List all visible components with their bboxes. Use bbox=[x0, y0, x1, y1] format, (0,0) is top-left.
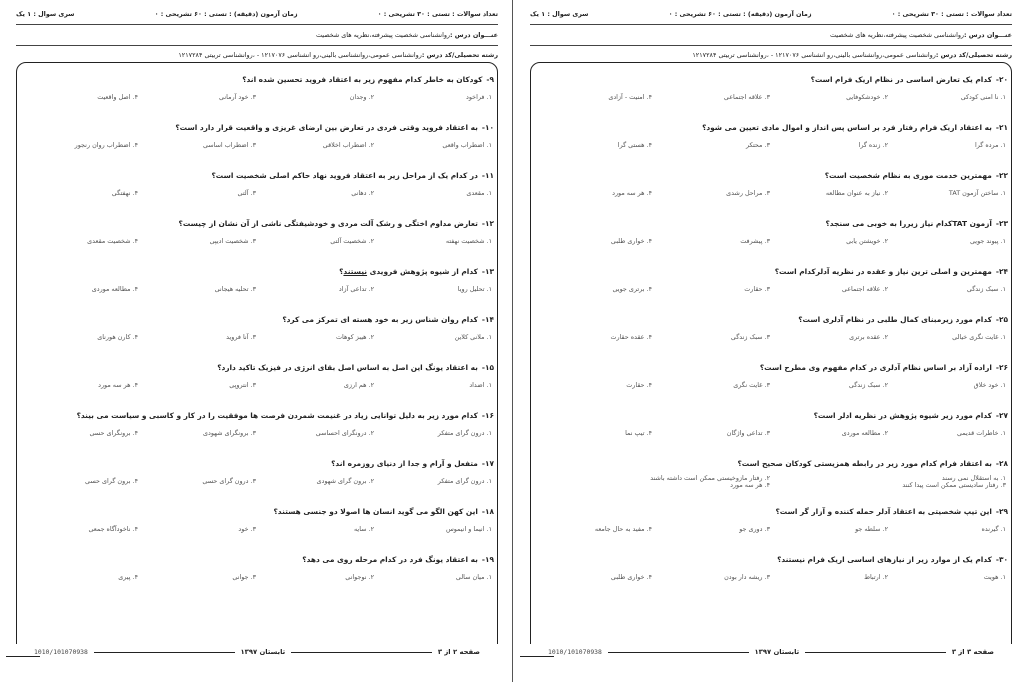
answer-option: ۱. به استقلال نمی رسند bbox=[941, 473, 1006, 482]
question-number: ۱۳- bbox=[481, 267, 494, 276]
answer-option: ۱. غایت نگری خیالی bbox=[952, 333, 1006, 341]
question-text: اراده آزاد بر اساس نظام آدلری در کدام مفهوم وی مطرح است؟ bbox=[759, 363, 992, 372]
answer-options bbox=[22, 474, 494, 488]
answer-option: ۲. وجدان bbox=[349, 93, 374, 101]
question-number: ۲۴- bbox=[995, 267, 1008, 276]
field-label: رشته تحصیلی/کد درس : bbox=[421, 50, 498, 59]
question-item bbox=[22, 550, 494, 598]
question-stem bbox=[22, 214, 494, 234]
answer-option: ۱. درون گرای متفکر bbox=[437, 429, 492, 437]
answer-option: ۲. سایه bbox=[353, 525, 374, 533]
answer-option: ۳. محتکر bbox=[745, 141, 770, 149]
question-item bbox=[536, 406, 1008, 454]
answer-option: ۱. تحلیل رویا bbox=[457, 285, 492, 293]
answer-option: ۳. جوانی bbox=[232, 573, 256, 581]
answer-option: ۴. برون گرای حسی bbox=[85, 477, 138, 485]
question-text: کدام از شیوه پژوهش فرویدی bbox=[367, 267, 478, 276]
question-stem bbox=[536, 454, 1008, 474]
question-item bbox=[536, 118, 1008, 166]
question-number: ۲۶- bbox=[995, 363, 1008, 372]
question-number: ۲۹- bbox=[995, 507, 1008, 516]
exam-header bbox=[16, 4, 498, 62]
answer-option: ۱. اضطراب واقعی bbox=[442, 141, 492, 149]
answer-option: ۱. فراخود bbox=[466, 93, 492, 101]
question-text: به اعتقاد یونگ فرد در کدام مرحله روی می دهد؟ bbox=[302, 555, 478, 564]
answer-option: ۴. اصل واقعیت bbox=[97, 93, 138, 101]
exam-code: 1010/101070938 bbox=[34, 648, 88, 656]
answer-option: ۳. آلتی bbox=[237, 189, 256, 197]
question-text: کدام مورد زیر به دلیل توانایی زیاد در غنیمت شمردن فرصت ها موفقیت را در کار و کاسبی و سیاست می بیند؟ bbox=[76, 411, 478, 420]
question-stem bbox=[22, 358, 494, 378]
answer-option: ۳. تداعی واژگان bbox=[726, 429, 770, 437]
answer-option: ۲. نوجوانی bbox=[345, 573, 374, 581]
question-text: به اعتقاد یونگ این اصل به اساس اصل بقای انرژی در فیزیک تاکید دارد؟ bbox=[217, 363, 478, 372]
question-item bbox=[536, 166, 1008, 214]
question-text: کودکان به خاطر کدام مفهوم زیر به اعتقاد فروید تحسین شده اند؟ bbox=[242, 75, 483, 84]
question-number: ۲۵- bbox=[995, 315, 1008, 324]
answer-option: ۳. اضطراب اساسی bbox=[202, 141, 256, 149]
question-number: ۲۷- bbox=[995, 411, 1008, 420]
question-item bbox=[22, 118, 494, 166]
question-text: متفعل و آرام و جدا از دنیای روزمره اند؟ bbox=[331, 459, 478, 468]
question-text: آزمون TATکدام نیاز زیررا به خوبی می سنجد؟ bbox=[825, 219, 992, 228]
answer-options bbox=[22, 378, 494, 392]
question-stem bbox=[536, 550, 1008, 570]
answer-option: ۴. خواری طلبی bbox=[610, 573, 652, 581]
question-stem bbox=[22, 502, 494, 522]
question-text: تعارض مداوم اختگی و رشک آلت مردی و خودشیفتگی ناشی از آن نشان از چیست؟ bbox=[178, 219, 478, 228]
answer-option: ۴. امنیت - آزادی bbox=[608, 93, 652, 101]
answer-option: ۳. خود bbox=[238, 525, 256, 533]
question-item bbox=[22, 166, 494, 214]
question-item bbox=[22, 454, 494, 502]
answer-option: ۴. کارن هورنای bbox=[97, 333, 138, 341]
answer-option: ۳. تحلیه هیجانی bbox=[214, 285, 256, 293]
course-label: عنـــوان درس : bbox=[964, 31, 1012, 39]
question-number: ۲۰- bbox=[995, 75, 1008, 84]
question-number: ۱۱- bbox=[481, 171, 494, 180]
question-text: این کهن الگو می گوید انسان ها اصولا دو جنسی هستند؟ bbox=[273, 507, 478, 516]
question-stem bbox=[536, 262, 1008, 282]
exam-page-3 bbox=[524, 0, 1018, 682]
field-label: رشته تحصیلی/کد درس : bbox=[935, 50, 1012, 59]
answer-options bbox=[536, 90, 1008, 104]
question-text: کدام مورد زیرمبنای کمال طلبی در نظام آدلری است؟ bbox=[798, 315, 992, 324]
answer-option: ۱. هویت bbox=[983, 573, 1006, 581]
question-item bbox=[22, 406, 494, 454]
answer-option: ۱. مرده گرا bbox=[974, 141, 1006, 149]
field-code: روانشناسی عمومی،روانشناسی بالینی،رو انشناسی ۱۲۱۷۰۷۶ - ،روانشناسی تربیتی ۱۲۱۷۲۸۴ bbox=[178, 50, 422, 59]
question-number: ۲۲- bbox=[995, 171, 1008, 180]
answer-option: ۳. رفتار سادیستی ممکن است پیدا کنند bbox=[902, 480, 1006, 489]
answer-options bbox=[22, 282, 494, 296]
answer-option: ۳. انتروپی bbox=[229, 381, 256, 389]
exam-season: تابستان ۱۳۹۷ bbox=[754, 648, 800, 656]
answer-option: ۱. درون گرای متفکر bbox=[437, 477, 492, 485]
course-title: روانشناسی شخصیت پیشرفته،نظریه های شخصیت bbox=[315, 31, 451, 39]
question-item bbox=[536, 454, 1008, 502]
answer-option: ۲. خودشکوفایی bbox=[846, 93, 888, 101]
question-item bbox=[536, 70, 1008, 118]
question-number: ۲۳- bbox=[995, 219, 1008, 228]
question-number: ۱۲- bbox=[481, 219, 494, 228]
answer-option: ۴. اضطراب روان رنجور bbox=[74, 141, 138, 149]
page-footer bbox=[530, 644, 1012, 660]
question-stem bbox=[536, 166, 1008, 186]
answer-option: ۲. علاقه اجتماعی bbox=[841, 285, 888, 293]
answer-option: ۴. مفید به حال جامعه bbox=[594, 525, 652, 533]
answer-option: ۲. رفتار مازوخیستی ممکن است داشته باشند bbox=[650, 473, 770, 482]
question-stem bbox=[22, 70, 494, 90]
answer-option: ۱. سبک زندگی bbox=[966, 285, 1006, 293]
answer-option: ۴. شخصیت مقعدی bbox=[87, 237, 138, 245]
answer-option: ۱. میان سالی bbox=[455, 573, 492, 581]
answer-option: ۳. سبک زندگی bbox=[730, 333, 770, 341]
answer-option: ۱. شخصیت نهفته bbox=[445, 237, 492, 245]
question-text: کدام یک تعارض اساسی در نظام اریک فرام است؟ bbox=[810, 75, 992, 84]
answer-option: ۳. شخصیت ادیپی bbox=[209, 237, 256, 245]
answer-option: ۱. اضداد bbox=[469, 381, 492, 389]
answer-option: ۴. هر سه مورد bbox=[730, 480, 770, 489]
question-number: ۱۹- bbox=[481, 555, 494, 564]
answer-options bbox=[22, 234, 494, 248]
question-stem bbox=[22, 550, 494, 570]
question-series: سری سوال : ۱ یک bbox=[16, 10, 75, 18]
answer-options bbox=[22, 522, 494, 536]
question-item bbox=[536, 310, 1008, 358]
answer-option: ۲. مطالعه موردی bbox=[841, 429, 888, 437]
question-number: ۹- bbox=[486, 75, 494, 84]
answer-options bbox=[536, 570, 1008, 584]
question-stem bbox=[536, 310, 1008, 330]
answer-option: ۲. شخصیت آلتی bbox=[330, 237, 374, 245]
question-stem bbox=[536, 502, 1008, 522]
question-item bbox=[22, 358, 494, 406]
question-stem bbox=[536, 358, 1008, 378]
answer-option: ۱. مقعدی bbox=[466, 189, 492, 197]
page-footer bbox=[16, 644, 498, 660]
answer-option: ۳. برونگرای شهودی bbox=[203, 429, 256, 437]
answer-option: ۱. ملانی کلاین bbox=[454, 333, 492, 341]
question-list bbox=[536, 70, 1008, 598]
question-series: سری سوال : ۱ یک bbox=[530, 10, 589, 18]
answer-option: ۳. دوری جو bbox=[739, 525, 770, 533]
question-stem bbox=[22, 406, 494, 426]
answer-option: ۳. غایت نگری bbox=[733, 381, 770, 389]
question-text: کدام مورد زیر شیوه پژوهش در نظریه ادلر است؟ bbox=[813, 411, 992, 420]
exam-time: زمان آزمون (دقیقه) : تستی : ۶۰ تشریحی : ۰ bbox=[668, 10, 812, 18]
question-count: تعداد سوالات : تستی : ۳۰ تشریحی : ۰ bbox=[377, 10, 498, 18]
answer-option: ۲. زنده گرا bbox=[858, 141, 888, 149]
answer-option: ۳. مراحل رشدی bbox=[726, 189, 770, 197]
answer-option: ۲. سبک زندگی bbox=[848, 381, 888, 389]
exam-time: زمان آزمون (دقیقه) : تستی : ۶۰ تشریحی : ۰ bbox=[154, 10, 298, 18]
answer-options bbox=[536, 186, 1008, 200]
question-item bbox=[536, 262, 1008, 310]
answer-options bbox=[536, 282, 1008, 296]
question-text: کدام یک از موارد زیر از نیازهای اساسی اریک فرام نیستند؟ bbox=[777, 555, 992, 564]
question-text: به اعتقاد فروید وقتی فردی در تعارض بین ارضای غریزی و واقعیت قرار دارد است؟ bbox=[175, 123, 478, 132]
question-text: مهمترین و اصلی ترین نیاز و عقده در نظریه آدلرکدام است؟ bbox=[774, 267, 992, 276]
answer-options bbox=[22, 570, 494, 584]
question-item bbox=[22, 502, 494, 550]
answer-option: ۴. ناخودآگاه جمعی bbox=[88, 525, 138, 533]
question-stem bbox=[536, 70, 1008, 90]
answer-option: ۴. تیپ نما bbox=[625, 429, 652, 437]
answer-option: ۲. سلطه جو bbox=[855, 525, 888, 533]
question-text: کدام روان شناس زیر به خود هسته ای تمرکز می کرد؟ bbox=[282, 315, 478, 324]
question-item bbox=[22, 70, 494, 118]
answer-option: ۲. نیاز به عنوان مطالعه bbox=[825, 189, 888, 197]
answer-option: ۳. پیشرفت bbox=[740, 237, 770, 245]
question-text: این تیپ شخصیتی به اعتقاد آدلر حمله کننده و آزار گر است؟ bbox=[775, 507, 992, 516]
question-stem bbox=[536, 118, 1008, 138]
question-emphasis: نیستند bbox=[343, 267, 368, 276]
answer-option: ۳. علاقه اجتماعی bbox=[723, 93, 770, 101]
question-number: ۱۵- bbox=[481, 363, 494, 372]
answer-option: ۱. ساختن آزمون TAT bbox=[948, 189, 1006, 197]
answer-options bbox=[22, 186, 494, 200]
answer-option: ۲. اضطراب اخلاقی bbox=[322, 141, 374, 149]
question-item bbox=[22, 310, 494, 358]
question-number: ۲۱- bbox=[995, 123, 1008, 132]
question-stem bbox=[22, 310, 494, 330]
question-text: به اعتقاد اریک فرام رفتار فرد بر اساس پس انداز و اموال مادی تعیین می شود؟ bbox=[702, 123, 992, 132]
answer-option: ۴. پیری bbox=[118, 573, 138, 581]
question-number: ۲۸- bbox=[995, 459, 1008, 468]
question-number: ۱۴- bbox=[481, 315, 494, 324]
answer-option: ۲. دهانی bbox=[351, 189, 374, 197]
question-list bbox=[22, 70, 494, 598]
answer-option: ۲. ارتباط bbox=[864, 573, 888, 581]
answer-option: ۴. عقده حقارت bbox=[610, 333, 652, 341]
question-text: مهمترین خدمت موری به نظام شخصیت است؟ bbox=[824, 171, 992, 180]
answer-option: ۲. خویشتن یابی bbox=[846, 237, 888, 245]
answer-options bbox=[22, 330, 494, 344]
answer-option: ۱. نا امنی کودکی bbox=[960, 93, 1006, 101]
answer-option: ۴. هر سه مورد bbox=[612, 189, 652, 197]
answer-option: ۲. هیبز کوهات bbox=[336, 333, 374, 341]
field-code: روانشناسی عمومی،روانشناسی بالینی،رو انشناسی ۱۲۱۷۰۷۶ - ،روانشناسی تربیتی ۱۲۱۷۲۸۴ bbox=[692, 50, 936, 59]
answer-option: ۴. برونگرای حسی bbox=[89, 429, 138, 437]
exam-page-2 bbox=[10, 0, 504, 682]
answer-options bbox=[536, 138, 1008, 152]
answer-options bbox=[536, 330, 1008, 344]
answer-option: ۱. انیما و انیموس bbox=[445, 525, 492, 533]
answer-option: ۲. هم ارزی bbox=[343, 381, 374, 389]
question-item bbox=[536, 214, 1008, 262]
question-item bbox=[22, 262, 494, 310]
answer-option: ۱. خاطرات قدیمی bbox=[956, 429, 1006, 437]
question-stem bbox=[22, 118, 494, 138]
answer-option: ۴. برتری جویی bbox=[612, 285, 652, 293]
answer-option: ۲. تداعی آزاد bbox=[338, 285, 374, 293]
answer-option: ۱. گیرنده bbox=[981, 525, 1006, 533]
answer-option: ۳. حقارت bbox=[744, 285, 770, 293]
question-number: ۱۸- bbox=[481, 507, 494, 516]
page-number: صفحه ۲ از ۳ bbox=[437, 648, 480, 656]
question-text: به اعتقاد فرام کدام مورد زیر در رابطه همزیستی کودکان صحیح است؟ bbox=[737, 459, 992, 468]
page-divider bbox=[512, 0, 513, 682]
course-title: روانشناسی شخصیت پیشرفته،نظریه های شخصیت bbox=[829, 31, 965, 39]
answer-options bbox=[22, 90, 494, 104]
question-item bbox=[536, 502, 1008, 550]
question-stem bbox=[22, 262, 494, 282]
answer-option: ۲. درونگرای احساسی bbox=[315, 429, 374, 437]
exam-code: 1010/101070938 bbox=[548, 648, 602, 656]
answer-option: ۴. حقارت bbox=[626, 381, 652, 389]
question-item bbox=[22, 214, 494, 262]
answer-option: ۴. هر سه مورد bbox=[98, 381, 138, 389]
answer-options bbox=[536, 426, 1008, 440]
question-count: تعداد سوالات : تستی : ۳۰ تشریحی : ۰ bbox=[891, 10, 1012, 18]
answer-options bbox=[22, 138, 494, 152]
question-number: ۱۰- bbox=[481, 123, 494, 132]
answer-option: ۱. پیوند جویی bbox=[969, 237, 1006, 245]
exam-header bbox=[530, 4, 1012, 62]
course-label: عنـــوان درس : bbox=[450, 31, 498, 39]
answer-option: ۳. خود آرمانی bbox=[219, 93, 256, 101]
answer-option: ۲. برون گرای شهودی bbox=[316, 477, 374, 485]
answer-options bbox=[536, 378, 1008, 392]
exam-season: تابستان ۱۳۹۷ bbox=[240, 648, 286, 656]
answer-option: ۱. خود خلاق bbox=[973, 381, 1006, 389]
question-number: ۱۶- bbox=[481, 411, 494, 420]
answer-option: ۴. مطالعه موردی bbox=[91, 285, 138, 293]
answer-options bbox=[536, 522, 1008, 536]
answer-options bbox=[22, 426, 494, 440]
question-item bbox=[536, 550, 1008, 598]
answer-option: ۴. خواری طلبی bbox=[610, 237, 652, 245]
question-stem bbox=[536, 214, 1008, 234]
question-stem bbox=[536, 406, 1008, 426]
answer-option: ۳. ریشه دار بودن bbox=[724, 573, 770, 581]
answer-option: ۳. آنا فروید bbox=[226, 333, 256, 341]
margin-dash bbox=[6, 656, 40, 657]
answer-option: ۴. هستی گرا bbox=[617, 141, 652, 149]
question-number: ۱۷- bbox=[481, 459, 494, 468]
question-number: ۳۰- bbox=[995, 555, 1008, 564]
answer-option: ۲. عقده برتری bbox=[849, 333, 888, 341]
answer-options bbox=[536, 234, 1008, 248]
question-text: در کدام یک از مراحل زیر به اعتقاد فروید نهاد حاکم اصلی شخصیت است؟ bbox=[211, 171, 478, 180]
page-number: صفحه ۳ از ۳ bbox=[951, 648, 994, 656]
answer-options bbox=[536, 474, 1008, 488]
margin-dash bbox=[520, 656, 554, 657]
question-item bbox=[536, 358, 1008, 406]
question-stem bbox=[22, 166, 494, 186]
answer-option: ۳. درون گرای حسی bbox=[202, 477, 256, 485]
question-stem bbox=[22, 454, 494, 474]
question-tail: ؟ bbox=[339, 267, 344, 276]
answer-option: ۴. نهفتگی bbox=[111, 189, 138, 197]
